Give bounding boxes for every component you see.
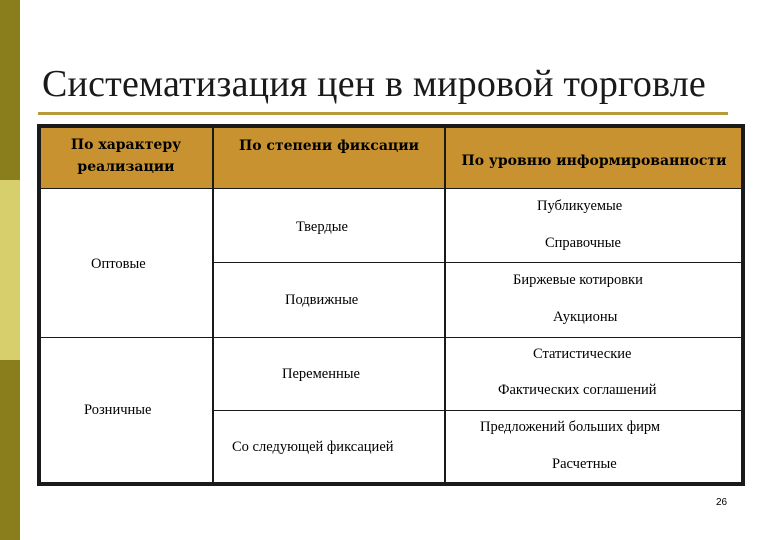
cell-subsequent-fixation: Со следующей фиксацией bbox=[232, 439, 394, 455]
decor-band-top bbox=[0, 0, 20, 180]
column-divider bbox=[212, 127, 214, 483]
cell-calculated: Расчетные bbox=[552, 456, 617, 472]
cell-actual-agreements: Фактических соглашений bbox=[498, 382, 657, 398]
header-label-fixation: По степени фиксации bbox=[238, 138, 420, 154]
cell-movable: Подвижные bbox=[285, 292, 359, 308]
cell-variable: Переменные bbox=[282, 366, 360, 382]
header-cell-information bbox=[446, 127, 742, 188]
header-label-information: По уровню информированности bbox=[461, 153, 727, 169]
row-divider bbox=[214, 337, 742, 338]
decor-band-bottom bbox=[0, 360, 20, 540]
page-title: Систематизация цен в мировой торговле bbox=[42, 63, 706, 105]
cell-auctions: Аукционы bbox=[553, 309, 618, 325]
cell-fixed: Твердые bbox=[296, 219, 348, 235]
row-divider bbox=[214, 262, 742, 263]
cell-retail: Розничные bbox=[84, 402, 152, 418]
header-cell-realization bbox=[40, 127, 212, 188]
header-cell-fixation bbox=[214, 127, 444, 188]
row-divider bbox=[40, 188, 742, 189]
cell-published: Публикуемые bbox=[537, 198, 623, 214]
row-divider bbox=[40, 337, 212, 338]
cell-reference: Справочные bbox=[545, 235, 621, 251]
decor-band-mid bbox=[0, 180, 20, 360]
cell-statistical: Статистические bbox=[533, 346, 632, 362]
page-number: 26 bbox=[716, 497, 728, 508]
row-divider bbox=[214, 410, 742, 411]
column-divider bbox=[444, 127, 446, 483]
header-label-realization: По характеру реализации bbox=[70, 137, 182, 175]
cell-exchange-quotes: Биржевые котировки bbox=[513, 272, 643, 288]
cell-large-firm-offers: Предложений больших фирм bbox=[480, 419, 661, 435]
cell-wholesale: Оптовые bbox=[91, 256, 146, 272]
title-underline bbox=[38, 112, 728, 115]
